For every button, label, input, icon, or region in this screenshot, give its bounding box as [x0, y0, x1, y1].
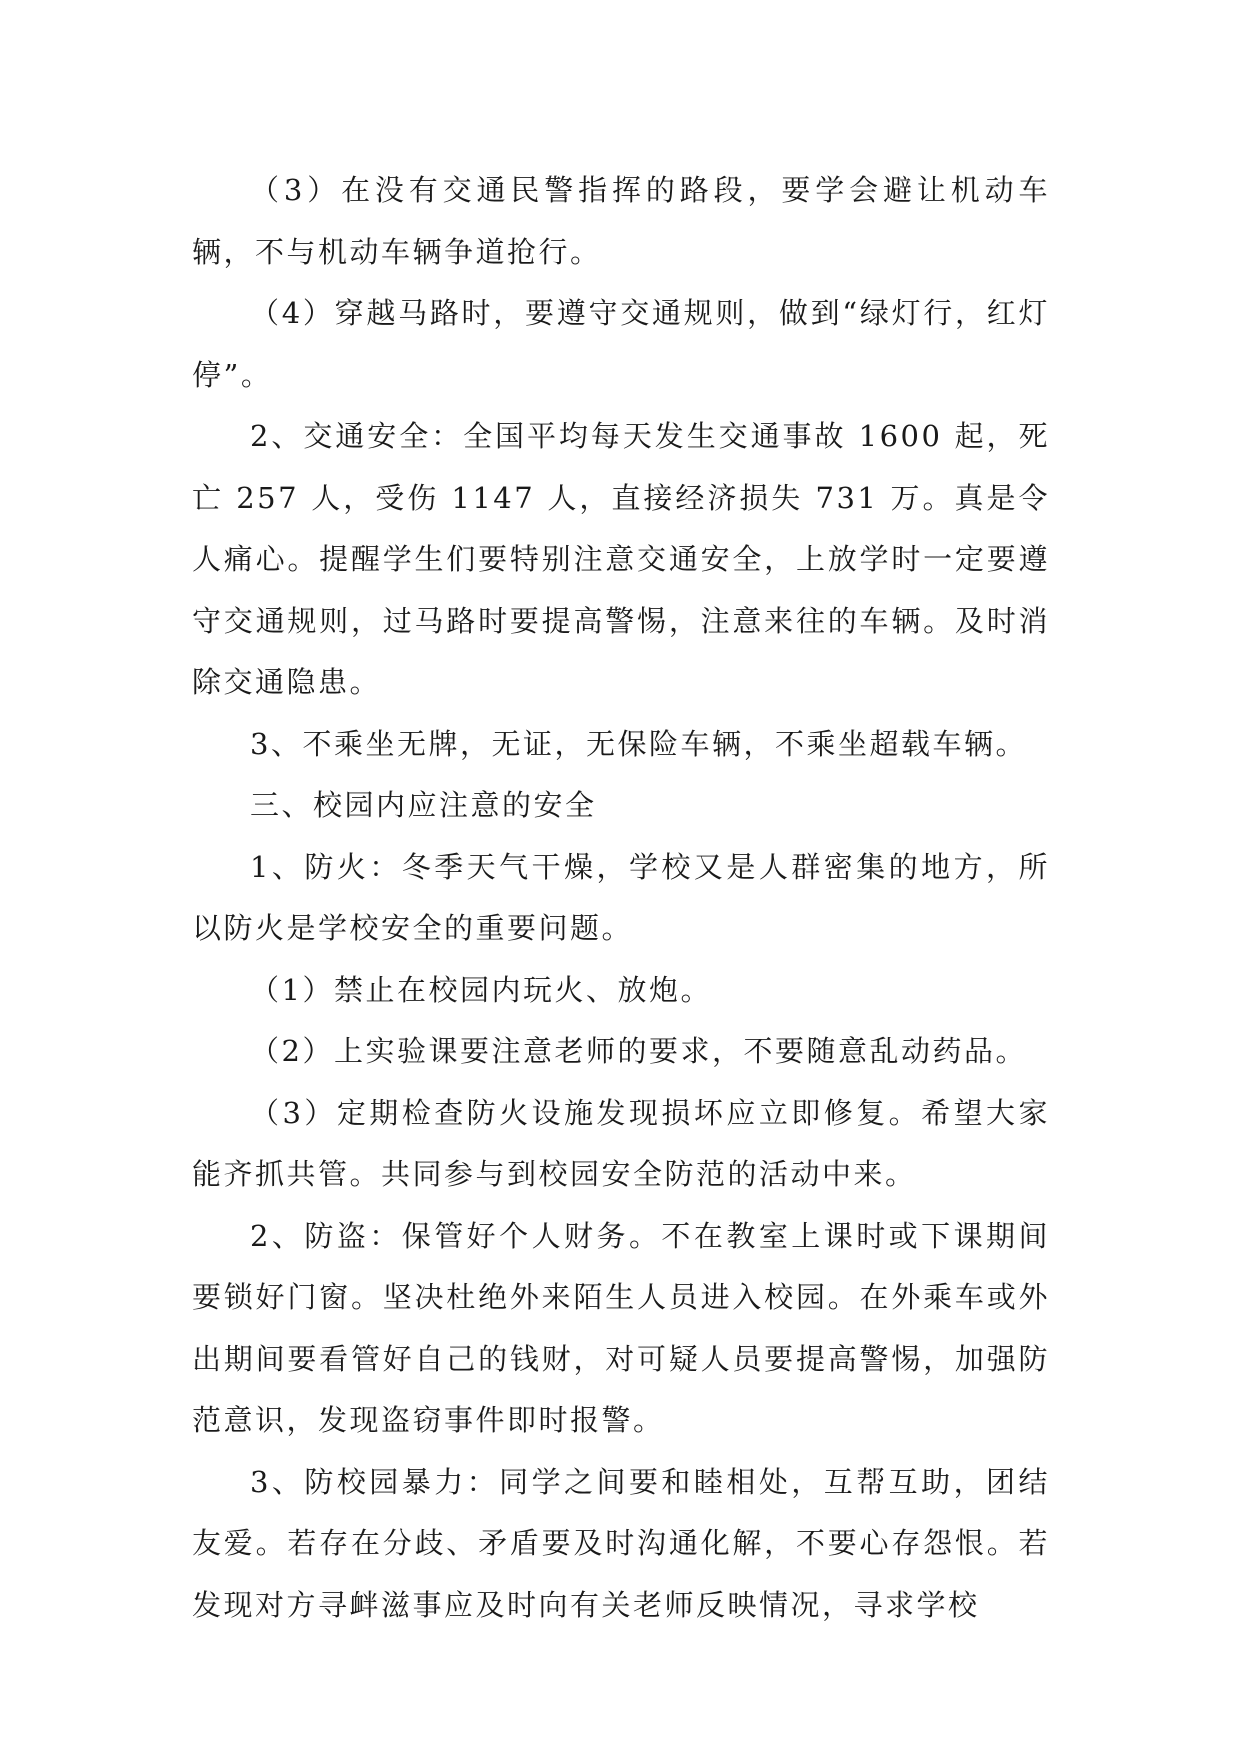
paragraph-no-unlicensed-vehicles: 3、不乘坐无牌，无证，无保险车辆，不乘坐超载车辆。 [250, 726, 1027, 761]
paragraph-item-3-detour: （3）在没有交通民警指挥的路段，要学会避让机动车辆，不与机动车辆争道抢行。 [192, 173, 1050, 269]
paragraph-theft-prevention: 2、防盗：保管好个人财务。不在教室上课时或下课期间要锁好门窗。坚决杜绝外来陌生人员进入校园。在外乘车或外出期间要看管好自己的钱财，对可疑人员要提高警惕，加强防范意识，发现盗窃事件即时报警。 [192, 1218, 1050, 1437]
paragraph-fire-item-1: （1）禁止在校园内玩火、放炮。 [250, 972, 712, 1007]
paragraph-fire-prevention: 1、防火：冬季天气干燥，学校又是人群密集的地方，所以防火是学校安全的重要问题。 [192, 849, 1050, 945]
paragraph-item-4-crossing: （4）穿越马路时，要遵守交通规则，做到“绿灯行，红灯停”。 [192, 296, 1050, 392]
section-heading-campus-safety: 三、校园内应注意的安全 [250, 788, 597, 822]
paragraph-campus-violence: 3、防校园暴力：同学之间要和睦相处，互帮互助，团结友爱。若存在分歧、矛盾要及时沟通化解，不要心存怨恨。若发现对方寻衅滋事应及时向有关老师反映情况，寻求学校 [192, 1464, 1050, 1622]
paragraph-fire-item-3: （3）定期检查防火设施发现损坏应立即修复。希望大家能齐抓共管。共同参与到校园安全防范的活动中来。 [192, 1095, 1050, 1191]
document-body [192, 160, 1050, 1636]
paragraph-traffic-safety: 2、交通安全：全国平均每天发生交通事故 1600 起，死亡 257 人，受伤 1147 人，直接经济损失 731 万。真是令人痛心。提醒学生们要特别注意交通安全，上放学时一定要遵守交通规则，过马路时要提高警惕，注意来往的车辆。及时消除交通隐患。 [192, 419, 1050, 699]
paragraph-fire-item-2: （2）上实验课要注意老师的要求，不要随意乱动药品。 [250, 1034, 1027, 1068]
